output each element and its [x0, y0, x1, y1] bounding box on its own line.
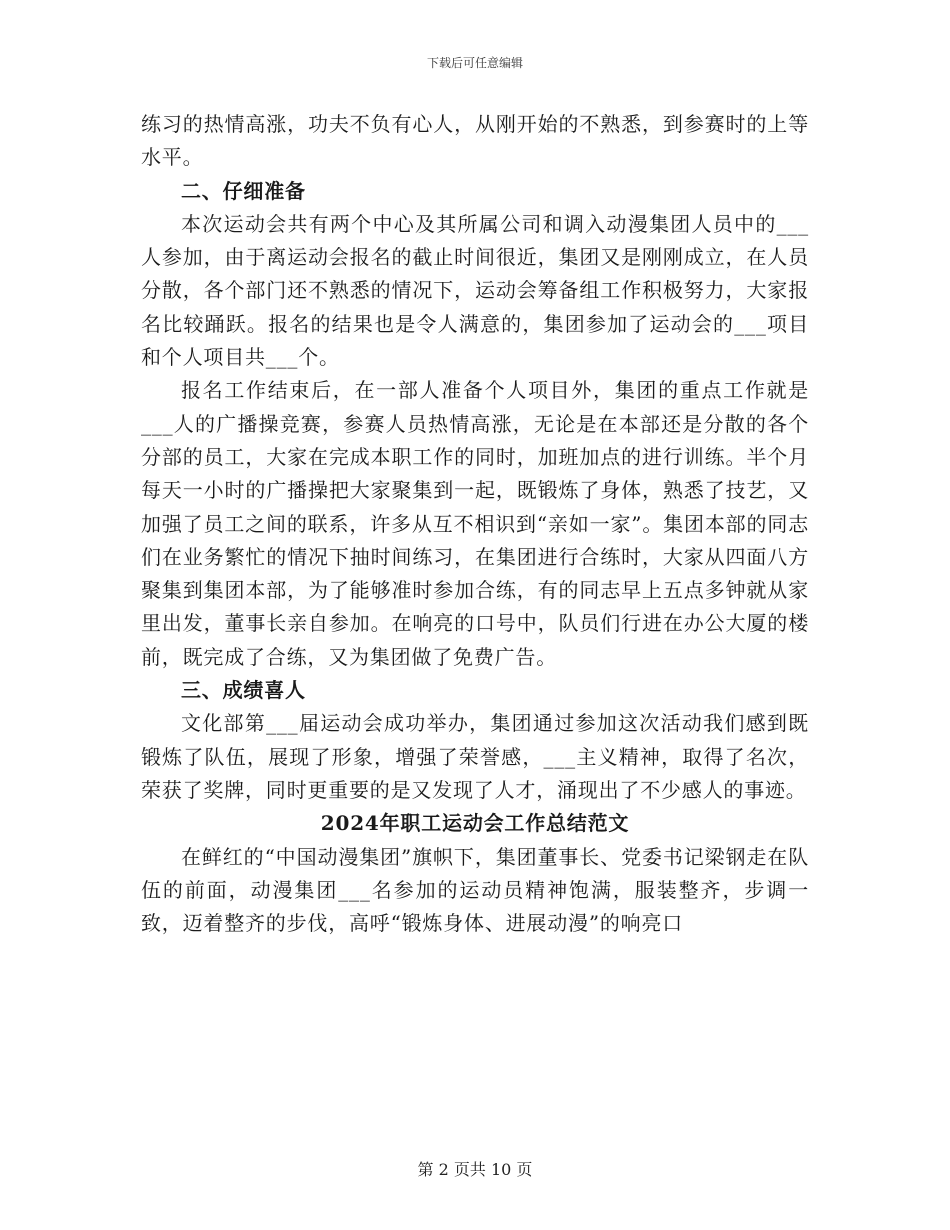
- page-footer: 第 2 页共 10 页: [417, 1160, 533, 1179]
- document-body: [141, 108, 809, 940]
- paragraph-continuation: 练习的热情高涨，功夫不负有心人，从刚开始的不熟悉，到参赛时的上等水平。: [141, 112, 809, 170]
- page-header: 下载后可任意编辑: [426, 56, 523, 70]
- section-heading-preparation: 二、仔细准备: [181, 178, 306, 203]
- paragraph-results: 文化部第___届运动会成功举办，集团通过参加这次活动我们感到既锻炼了队伍，展现了形象，增强了荣誉感，___主义精神，取得了名次，荣获了奖牌，同时更重要的是又发现了人才，涌现出了不少感人的事迹。: [141, 711, 809, 802]
- paragraph-training: 报名工作结束后，在一部人准备个人项目外，集团的重点工作就是___人的广播操竞赛，参赛人员热情高涨，无论是在本部还是分散的各个分部的员工，大家在完成本职工作的同时，加班加点的进行训练。半个月每天一小时的广播操把大家聚集到一起，既锻炼了身体，熟悉了技艺，又加强了员工之间的联系，许多从互不相识到“亲如一家”。集团本部的同志们在业务繁忙的情况下抽时间练习，在集团进行合练时，大家从四面八方聚集到集团本部，为了能够准时参加合练，有的同志早上五点多钟就从家里出发，董事长亲自参加。在响亮的口号中，队员们行进在办公大厦的楼前，既完成了合练，又为集团做了免费广告。: [141, 378, 809, 669]
- section-heading-results: 三、成绩喜人: [181, 678, 306, 703]
- document-title: 2024年职工运动会工作总结范文: [320, 811, 630, 836]
- paragraph-opening: 在鲜红的“中国动漫集团”旗帜下，集团董事长、党委书记梁钢走在队伍的前面，动漫集团___名参加的运动员精神饱满，服装整齐，步调一致，迈着整齐的步伐，高呼“锻炼身体、进展动漫”的响亮口: [141, 844, 809, 936]
- paragraph-registration: 本次运动会共有两个中心及其所属公司和调入动漫集团人员中的___人参加，由于离运动会报名的截止时间很近，集团又是刚刚成立，在人员分散，各个部门还不熟悉的情况下，运动会筹备组工作积极努力，大家报名比较踊跃。报名的结果也是令人满意的，集团参加了运动会的___项目和个人项目共___个。: [141, 211, 809, 370]
